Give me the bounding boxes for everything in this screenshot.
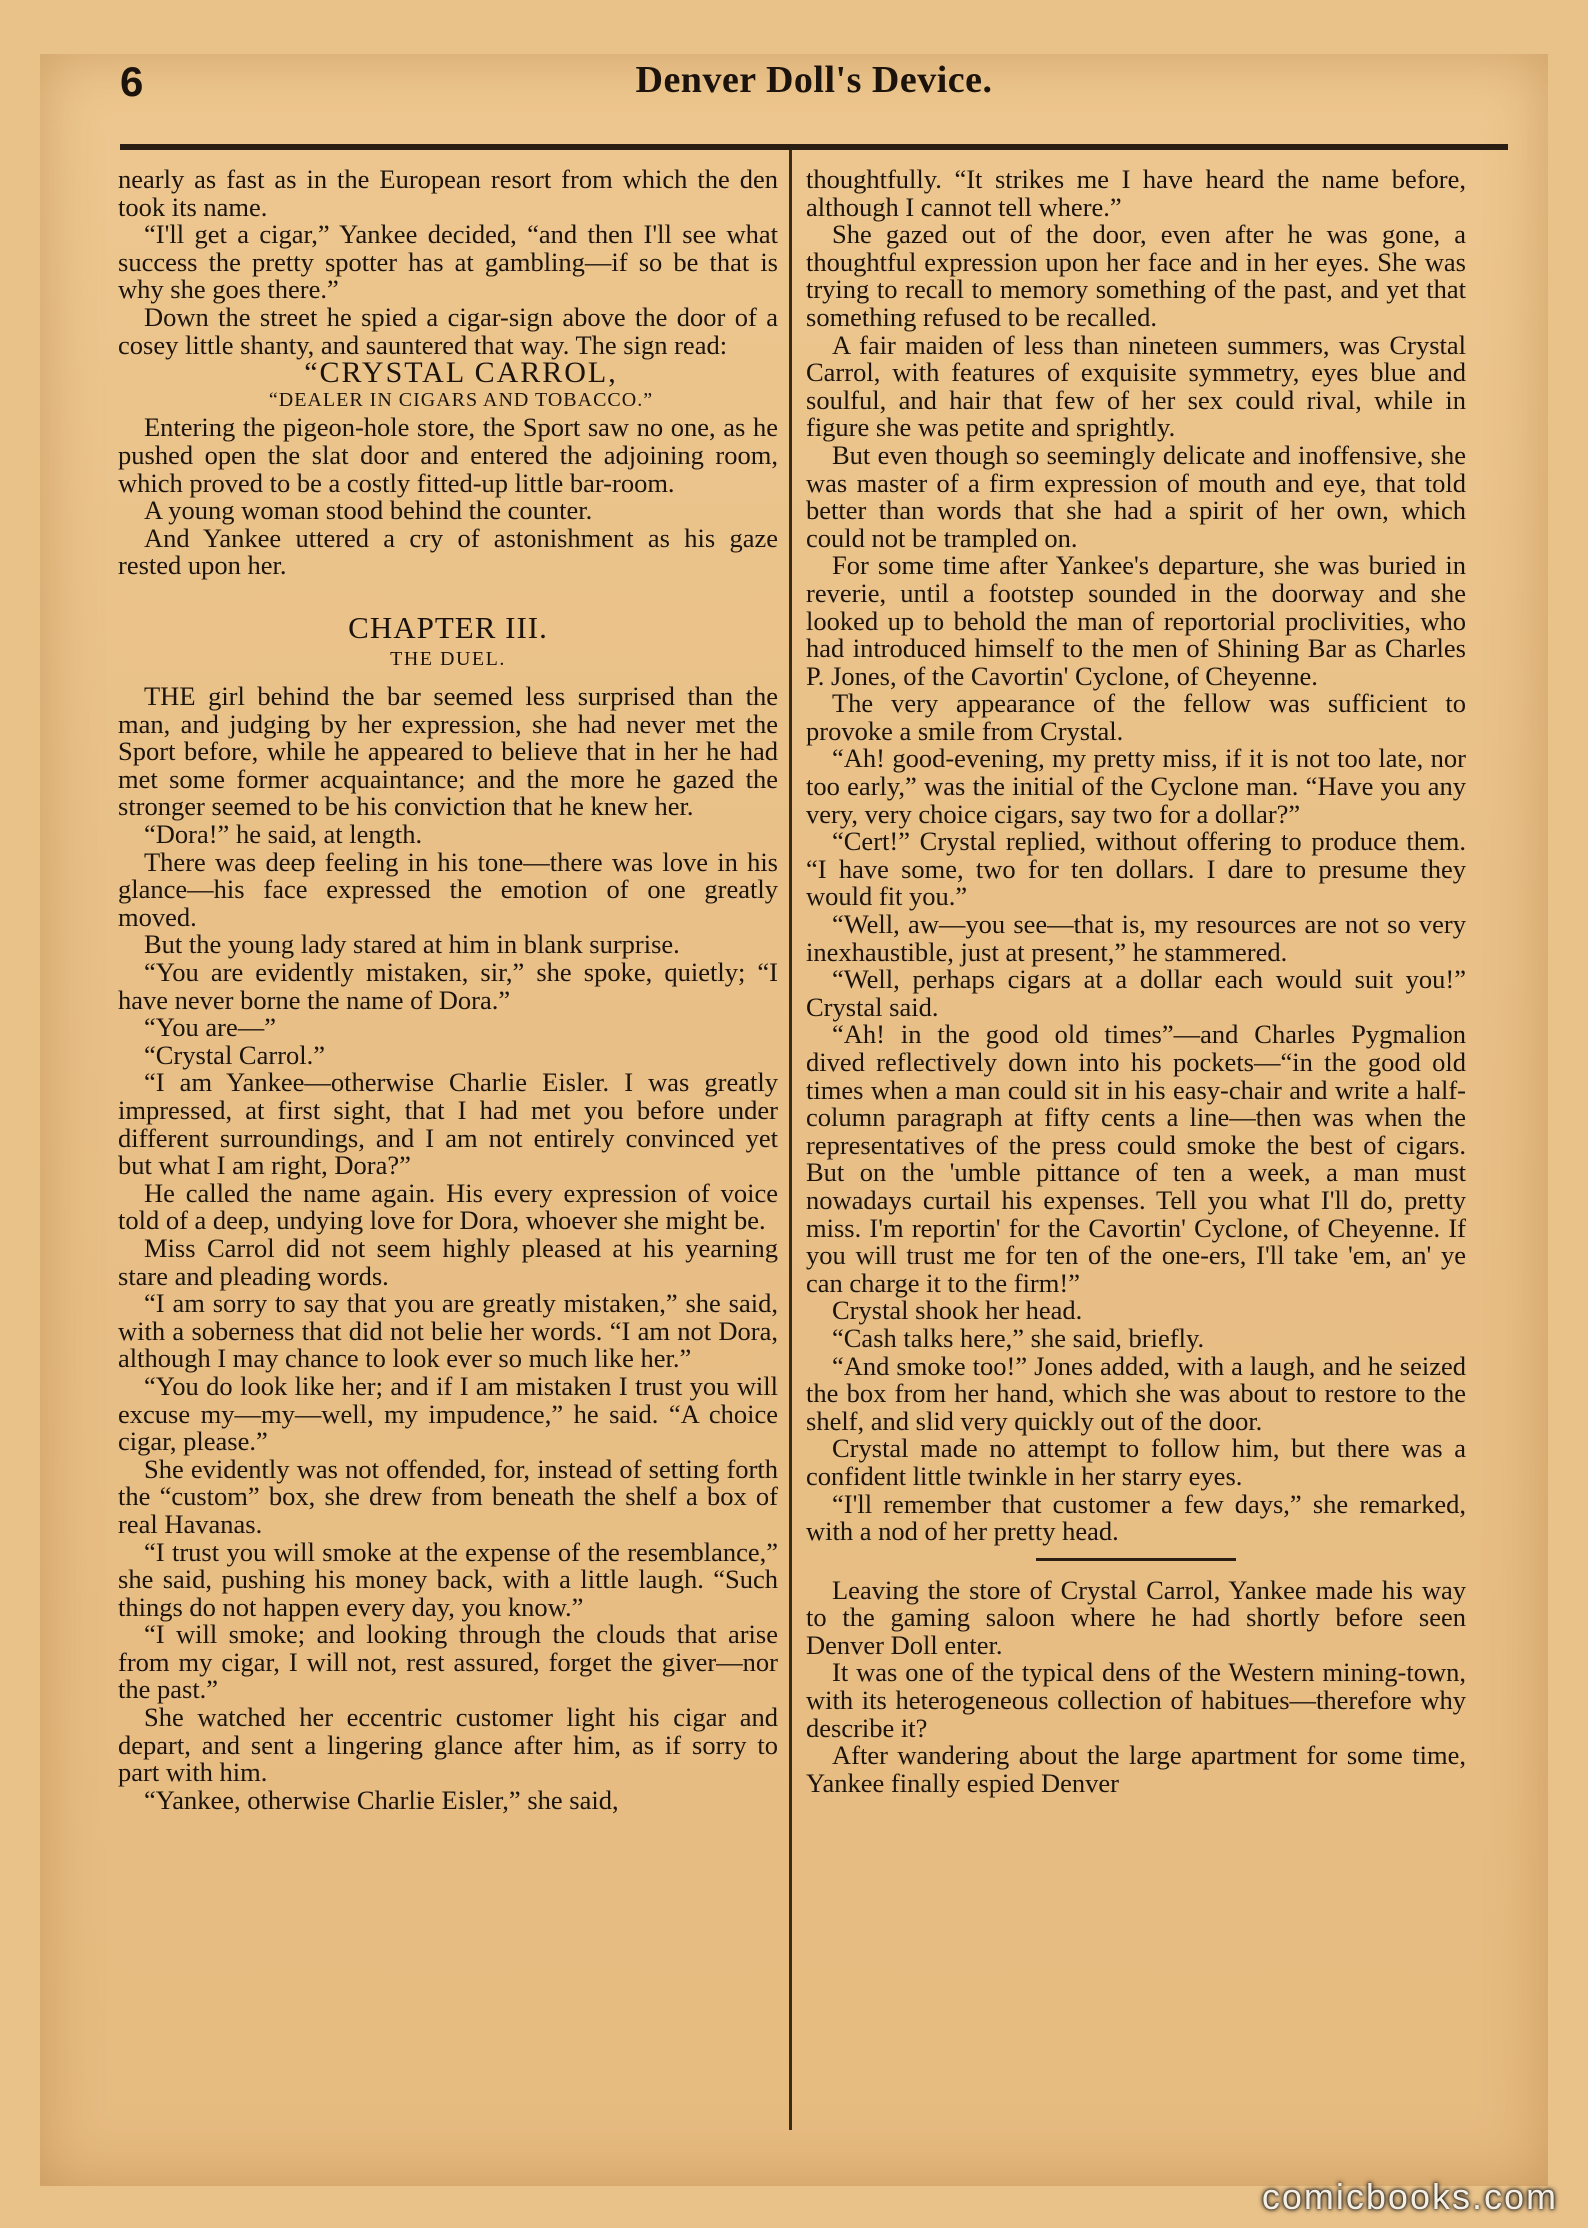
paragraph: “Ah! good-evening, my pretty miss, if it is not too late, nor too early,” was the initial of the Cyclone man. “Have you any very, very choice cigars, say two for a dollar?” bbox=[806, 743, 1466, 829]
paragraph: “I am Yankee—otherwise Charlie Eisler. I was greatly impressed, at first sight, that I had met you before under different surroundings, and I am not entirely convinced yet but what I am right, Dora?” bbox=[118, 1067, 778, 1181]
column-divider bbox=[789, 150, 792, 2130]
paragraph: “Cert!” Crystal replied, without offering to produce them. “I have some, two for ten dollars. I dare to presume they would fit you.” bbox=[806, 826, 1466, 912]
paragraph: “I am sorry to say that you are greatly mistaken,” she said, with a soberness that did not belie her words. “I am not Dora, although I may chance to look ever so much like her.” bbox=[118, 1288, 778, 1374]
paragraph: “And smoke too!” Jones added, with a laugh, and he seized the box from her hand, which she was about to restore to the shelf, and slid very quickly out of the door. bbox=[806, 1350, 1466, 1436]
running-title: Denver Doll's Device. bbox=[635, 59, 993, 101]
paragraph: “Yankee, otherwise Charlie Eisler,” she said, bbox=[144, 1784, 619, 1815]
paragraph: After wandering about the large apartment for some time, Yankee finally espied Denver bbox=[806, 1740, 1466, 1798]
chapter-subheading: THE DUEL. bbox=[390, 647, 506, 670]
sign-subtitle: “DEALER IN CIGARS AND TOBACCO.” bbox=[268, 388, 654, 411]
paragraph: But even though so seemingly delicate and inoffensive, she was master of a firm expression of mouth and eye, that told better than words that she had a spirit of her own, which could not be trampled on. bbox=[806, 439, 1466, 553]
paragraph: “I trust you will smoke at the expense of the resemblance,” she said, pushing his money back, with a little laugh. “Such things do not happen every day, you know.” bbox=[118, 1536, 778, 1622]
paragraph: “You are evidently mistaken, sir,” she spoke, quietly; “I have never borne the name of Dora.” bbox=[118, 957, 778, 1015]
left-column bbox=[118, 166, 778, 1814]
paragraph: “Dora!” he said, at length. bbox=[144, 819, 423, 850]
paragraph: And Yankee uttered a cry of astonishment as his gaze rested upon her. bbox=[118, 522, 778, 581]
paragraph: There was deep feeling in his tone—there was love in his glance—his face expressed the emotion of one greatly moved. bbox=[118, 846, 778, 932]
paragraph: He called the name again. His every expression of voice told of a deep, undying love for Dora, whoever she might be. bbox=[118, 1177, 778, 1236]
paragraph: “Ah! in the good old times”—and Charles Pygmalion dived reflectively down into his pockets—“in the good old times when a man could sit in his easy-chair and write a half-column paragraph at fifty cents a line—then was when the representatives of the press could smoke the best of cigars. But on the 'umble pittance of ten a week, a man must nowadays curtail his expenses. Tell you what I'll do, pretty miss. I'm reportin' for the Cavortin' Cyclone, of Cheyenne. If you will trust me for ten of the one-ers, I'll take 'em, an' ye can charge it to the firm!” bbox=[806, 1019, 1466, 1298]
paragraph: “You are—” bbox=[144, 1012, 276, 1043]
paragraph: A young woman stood behind the counter. bbox=[144, 495, 593, 526]
paragraph: Down the street he spied a cigar-sign above the door of a cosey little shanty, and sauntered that way. The sign read: bbox=[118, 301, 778, 360]
sign-title: “CRYSTAL CARROL, bbox=[304, 356, 618, 390]
section-divider bbox=[1036, 1558, 1236, 1561]
paragraph: A fair maiden of less than nineteen summers, was Crystal Carrol, with features of exquisite symmetry, eyes blue and soulful, and hair that few of her sex could rival, while in figure she was petite and sprightly. bbox=[806, 329, 1466, 443]
page-header bbox=[120, 58, 1508, 118]
paragraph: “You do look like her; and if I am mistaken I trust you will excuse my—my—well, my impudence,” he said. “A choice cigar, please.” bbox=[118, 1370, 778, 1457]
paragraph: Crystal shook her head. bbox=[832, 1295, 1083, 1326]
paragraph: The very appearance of the fellow was sufficient to provoke a smile from Crystal. bbox=[806, 688, 1466, 746]
paragraph: Entering the pigeon-hole store, the Sport saw no one, as he pushed open the slat door and entered the adjoining room, which proved to be a costly fitted-up little bar-room. bbox=[118, 412, 778, 498]
paragraph: nearly as fast as in the European resort from which the den took its name. bbox=[118, 164, 778, 222]
header-rule bbox=[120, 144, 1508, 150]
paragraph: “I will smoke; and looking through the clouds that arise from my cigar, I will not, rest assured, forget the giver—nor the past.” bbox=[118, 1619, 778, 1705]
paragraph: She evidently was not offended, for, instead of setting forth the “custom” box, she drew from beneath the shelf a box of real Havanas. bbox=[118, 1453, 778, 1539]
right-column bbox=[806, 166, 1466, 1797]
paragraph: THE girl behind the bar seemed less surprised than the man, and judging by her expression, she had never met the Sport before, while he appeared to believe that in her he had met some former acquaintance; and the more he gazed the stronger seemed to be his conviction that he knew her. bbox=[118, 681, 778, 822]
page-number: 6 bbox=[120, 58, 144, 105]
paragraph: “I'll remember that customer a few days,” she remarked, with a nod of her pretty head. bbox=[806, 1488, 1466, 1547]
watermark: comicbooks.com bbox=[1261, 2176, 1558, 2217]
paragraph: But the young lady stared at him in blank surprise. bbox=[144, 929, 680, 960]
paragraph: For some time after Yankee's departure, she was buried in reverie, until a footstep sounded in the doorway and she looked up to behold the man of reportorial proclivities, who had introduced himself to the men of Shining Bar as Charles P. Jones, of the Cavortin' Cyclone, of Cheyenne. bbox=[806, 550, 1466, 691]
paragraph: Miss Carrol did not seem highly pleased at his yearning stare and pleading words. bbox=[118, 1232, 778, 1291]
paragraph: Crystal made no attempt to follow him, but there was a confident little twinkle in her starry eyes. bbox=[806, 1433, 1466, 1491]
paragraph: “Cash talks here,” she said, briefly. bbox=[832, 1322, 1205, 1353]
paragraph: Leaving the store of Crystal Carrol, Yankee made his way to the gaming saloon where he had shortly before seen Denver Doll enter. bbox=[806, 1574, 1466, 1660]
paragraph: “Crystal Carrol.” bbox=[144, 1039, 326, 1070]
paragraph: It was one of the typical dens of the Western mining-town, with its heterogeneous collection of habitues—therefore why describe it? bbox=[806, 1657, 1466, 1743]
paragraph: She gazed out of the door, even after he was gone, a thoughtful expression upon her face and in her eyes. She was trying to recall to memory something of the past, and yet that something refused to be recalled. bbox=[806, 219, 1466, 332]
paragraph: thoughtfully. “It strikes me I have heard the name before, although I cannot tell where.” bbox=[806, 164, 1466, 222]
paragraph: “Well, aw—you see—that is, my resources are not so very inexhaustible, just at present,” he stammered. bbox=[806, 909, 1466, 967]
paragraph: “Well, perhaps cigars at a dollar each would suit you!” Crystal said. bbox=[806, 964, 1466, 1022]
paragraph: She watched her eccentric customer light his cigar and depart, and sent a lingering glance after him, as if sorry to part with him. bbox=[118, 1702, 778, 1788]
paragraph: “I'll get a cigar,” Yankee decided, “and then I'll see what success the pretty spotter has at gambling—if so be that is why she goes there.” bbox=[118, 219, 778, 305]
chapter-heading: CHAPTER III. bbox=[348, 609, 548, 645]
